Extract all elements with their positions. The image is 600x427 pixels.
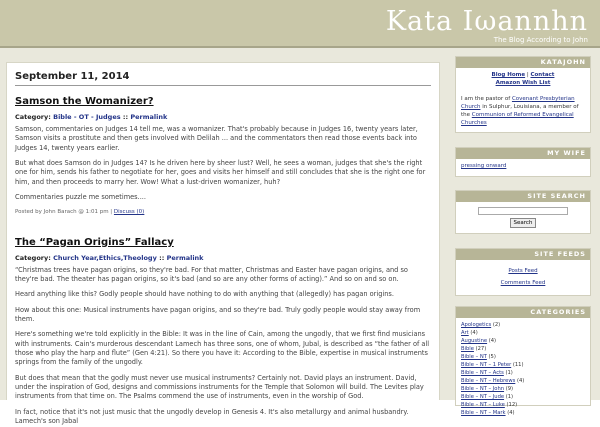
bio-mid: in Sulphur, Louisiana, a member of the xyxy=(461,103,579,118)
site-title[interactable]: Kata Iωannhn xyxy=(385,6,588,37)
category-list xyxy=(461,321,585,417)
post-paragraph: How about this one: Musical instruments have pagan origins, and so they're bad. Truly godly people would stay away from them. xyxy=(15,305,421,323)
category-item xyxy=(461,385,585,393)
category-item-link[interactable]: Bible – NT – Jude xyxy=(461,394,505,400)
post-paragraph: Commentaries puzzle me sometimes.... xyxy=(15,193,146,202)
post-paragraph: But does that mean that the godly must never use musical instruments? Certainly not. David plays an instrument. David, under the inspiration of God, designs and commissions instruments for the Temple that Solomon will build. The Levites play instruments from that time on. The Psalms commend the use of instruments, even in the worship of God. xyxy=(15,373,424,401)
comments-feed-row xyxy=(461,277,585,289)
post xyxy=(15,96,431,215)
category-count: (11) xyxy=(512,362,524,368)
wishlist-row xyxy=(461,80,585,88)
widget-body xyxy=(456,159,590,176)
blog-home-link[interactable]: Blog Home xyxy=(491,72,526,78)
category-count: (27) xyxy=(475,346,487,352)
category-item-link[interactable]: Bible xyxy=(461,346,474,352)
communion-link[interactable]: Communion of Reformed Evangelical Churches xyxy=(461,111,574,126)
permalink-link[interactable]: Permalink xyxy=(130,113,168,121)
discuss-link[interactable]: Discuss (0) xyxy=(113,208,145,215)
category-item-link[interactable]: Bible – NT – 1 Peter xyxy=(461,362,512,368)
widget-body xyxy=(456,202,590,233)
category-item xyxy=(461,361,585,369)
site-tagline: The Blog According to John xyxy=(493,36,588,44)
post-byline: Posted by John Barach @ 1:01 pm | xyxy=(15,208,113,215)
category-item-link[interactable]: Augustine xyxy=(461,338,488,344)
category-item xyxy=(461,329,585,337)
category-count: (12) xyxy=(506,402,518,408)
post-paragraph: Heard anything like this? Godly people should have nothing to do with anything that (allegedly) has pagan origins. xyxy=(15,290,394,299)
category-item xyxy=(461,353,585,361)
category-label: Category: xyxy=(15,253,51,262)
category-count: (4) xyxy=(516,378,525,384)
church-link[interactable]: Covenant Presbyterian Church xyxy=(461,95,575,110)
category-count: (1) xyxy=(505,370,513,376)
category-item-link[interactable]: Bible – NT – Mark xyxy=(461,410,506,416)
category-count: (4) xyxy=(488,338,497,344)
nav-separator: | xyxy=(526,72,529,78)
main-column xyxy=(0,48,446,426)
post-title-link[interactable]: Samson the Womanizer? xyxy=(15,96,154,107)
category-item xyxy=(461,337,585,345)
date-heading: September 11, 2014 xyxy=(15,71,431,86)
widget-body xyxy=(456,318,590,420)
category-count: (4) xyxy=(507,410,515,416)
search-button[interactable]: Search xyxy=(510,218,537,228)
widget-title: KATAJOHN xyxy=(456,57,590,68)
post-paragraph: Here's something we're told explicitly in the Bible: It was in the line of Cain, among the ungodly, that we first find musicians with instruments. Cain's murderous descendant Lamech has three sons, one of whom, Jubal, is described as “the father of all those who play the harp and flute” (Gen 4:21). So there you have it: According to the Bible, expertise in musical instruments springs from the family of the ungodly. xyxy=(15,330,430,367)
category-item-link[interactable]: Bible – NT – Acts xyxy=(461,370,504,376)
category-link[interactable]: Bible - OT - Judges xyxy=(53,113,121,121)
category-item xyxy=(461,377,585,385)
sidebar xyxy=(446,48,600,416)
widget-body xyxy=(456,260,590,295)
permalink-link[interactable]: Permalink xyxy=(166,253,204,262)
posts-feed-link[interactable]: Posts Feed xyxy=(508,268,538,274)
category-item-link[interactable]: Apologetics xyxy=(461,322,492,328)
post-footer xyxy=(15,209,431,215)
posts-feed-row xyxy=(461,265,585,277)
post-meta xyxy=(15,113,431,121)
category-item-link[interactable]: Art xyxy=(461,330,469,336)
post-paragraph: In fact, notice that it's not just music that the ungodly develop in Genesis 4. It's also metallurgy and animal husbandry. Lamech's son Jabal xyxy=(15,407,409,426)
category-label: Category: xyxy=(15,113,51,121)
post xyxy=(15,237,431,427)
category-item-link[interactable]: Bible – NT – Hebrews xyxy=(461,378,516,384)
widget-my-wife xyxy=(455,147,591,177)
category-item xyxy=(461,345,585,353)
site-header xyxy=(0,0,600,46)
category-item xyxy=(461,393,585,401)
widget-title: SITE SEARCH xyxy=(456,191,590,202)
post-body xyxy=(15,266,431,427)
category-item xyxy=(461,321,585,329)
wishlist-link[interactable]: Amazon Wish List xyxy=(495,79,551,86)
category-count: (4) xyxy=(470,330,478,336)
widget-site-search xyxy=(455,190,591,234)
comments-feed-link[interactable]: Comments Feed xyxy=(500,280,546,287)
widget-site-feeds xyxy=(455,248,591,296)
post-paragraph: “Christmas trees have pagan origins, so they're bad. For that matter, Christmas and Easter have pagan origins, and so they're bad. The theater has pagan origins, so it's bad (and so are any other forms of acting).” And so on and so on. xyxy=(15,265,408,283)
category-count: (1) xyxy=(505,394,514,400)
category-count: (5) xyxy=(488,354,496,360)
meta-separator: :: xyxy=(122,113,129,121)
category-count: (9) xyxy=(505,386,514,392)
category-count: (2) xyxy=(492,322,501,328)
contact-link[interactable]: Contact xyxy=(530,72,555,78)
post-paragraph: But what does Samson do in Judges 14? Is he driven here by sheer lust? Well, he sees a woman, judges that she's the right one for him, sends his father to negotiate for her, goes and visits her himself and still concludes that she is the right one for him, and then proceeds to marry her. Wow! What a lust-driven womanizer, huh? xyxy=(15,159,426,186)
category-item-link[interactable]: Bible – NT xyxy=(461,354,487,360)
widget-katajohn xyxy=(455,56,591,133)
bio-text xyxy=(461,96,585,128)
post-title-link[interactable]: The “Pagan Origins” Fallacy xyxy=(15,236,174,248)
nav-links xyxy=(461,72,585,80)
widget-title: MY WIFE xyxy=(456,148,590,159)
category-item xyxy=(461,369,585,377)
widget-categories xyxy=(455,306,591,416)
post-paragraph: Samson, commentaries on Judges 14 tell me, was a womanizer. That's probably because in Judges 16, twenty years later, Samson visits a prostitute and then gets involved with Delilah ... and the commentators then read those events back into Judges 14, twenty years earlier. xyxy=(15,125,418,152)
category-item-link[interactable]: Bible – NT – Luke xyxy=(461,402,505,408)
category-link[interactable]: Church Year,Ethics,Theology xyxy=(53,253,157,262)
widget-title: SITE FEEDS xyxy=(456,249,590,260)
widget-title: CATEGORIES xyxy=(456,307,590,318)
widget-body xyxy=(456,68,590,132)
wife-blog-link[interactable]: pressing onward xyxy=(461,163,507,169)
category-item xyxy=(461,401,585,409)
meta-separator: :: xyxy=(159,253,165,262)
category-item-link[interactable]: Bible – NT – John xyxy=(461,386,505,392)
content-area xyxy=(6,62,440,426)
post-body xyxy=(15,125,431,203)
bio-prefix: I am the pastor of xyxy=(461,95,511,102)
category-item xyxy=(461,409,585,417)
search-input[interactable] xyxy=(478,207,568,215)
post-meta xyxy=(15,254,431,262)
